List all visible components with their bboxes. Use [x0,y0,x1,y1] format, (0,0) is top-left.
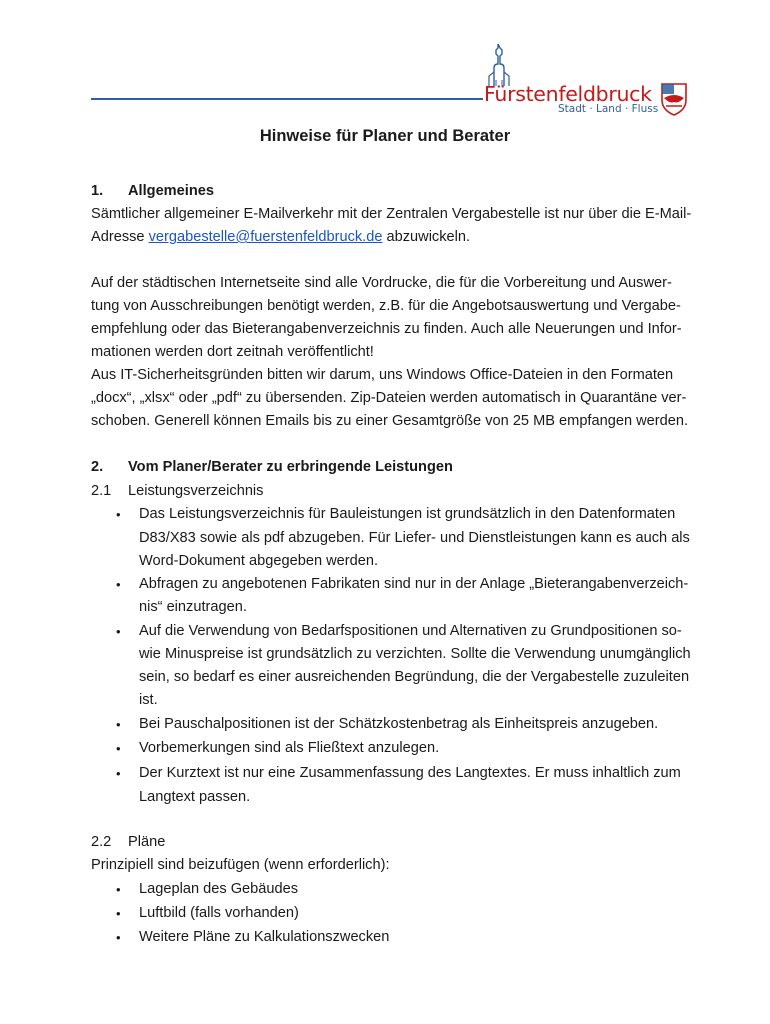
list-item-line: Langtext passen. [139,789,251,805]
header-rule [91,98,483,100]
paragraph-line: tung von Ausschreibungen benötigt werden, z.B. für die Angebotsauswertung und Vergabe- [91,298,681,314]
plan-list-item: Lageplan des Gebäudes [139,881,299,897]
list-item-line: Vorbemerkungen sind als Fließtext anzulegen. [139,740,440,756]
subsection-2-2-number: 2.2 [91,834,112,850]
paragraph-line: schoben. Generell können Emails bis zu einer Gesamtgröße von 25 MB empfangen werden. [91,413,689,429]
subsection-2-2-intro: Prinzipiell sind beizufügen (wenn erforderlich): [91,857,390,873]
subsection-2-1-number: 2.1 [91,483,112,499]
logo-tagline: Stadt · Land · Fluss [558,103,659,115]
bullet-icon: • [116,741,121,756]
section-1-number: 1. [91,183,104,199]
section-1-heading: Allgemeines [128,183,214,199]
section-2-number: 2. [91,459,104,475]
paragraph-line: Auf der städtischen Internetseite sind alle Vordrucke, die für die Vorbereitung und Auswer- [91,275,672,291]
list-item-line: nis“ einzutragen. [139,599,247,615]
paragraph-line: mationen werden dort zeitnah veröffentlicht! [91,344,374,360]
subsection-2-1-heading: Leistungsverzeichnis [128,483,264,499]
bullet-icon: • [116,624,121,639]
paragraph-line: „docx“, „xlsx“ oder „pdf“ zu übersenden. Zip-Dateien werden automatisch in Quarantäne ver- [91,390,687,406]
plan-list-item: Weitere Pläne zu Kalkulationszwecken [139,929,390,945]
email-link[interactable]: vergabestelle@fuerstenfeldbruck.de [148,229,383,245]
bullet-icon: • [116,766,121,781]
list-item-line: Das Leistungsverzeichnis für Bauleistungen ist grundsätzlich in den Datenformaten [139,506,676,522]
bullet-icon: • [116,507,121,522]
coat-of-arms-icon [660,82,688,116]
email-suffix-text: abzuwickeln. [382,229,471,245]
list-item-line: Word-Dokument abgegeben werden. [139,553,379,569]
email-prefix-text: Adresse [91,229,149,245]
bullet-icon: • [116,717,121,732]
list-item-line: Auf die Verwendung von Bedarfspositionen und Alternativen zu Grundpositionen so- [139,623,682,639]
plan-list-item: Luftbild (falls vorhanden) [139,905,299,921]
bullet-icon: • [116,906,121,921]
list-item-line: sein, so bedarf es einer ausreichenden Begründung, die der Vergabestelle zuzuleiten [139,669,690,685]
bullet-icon: • [116,882,121,897]
list-item-line: Der Kurztext ist nur eine Zusammenfassung des Langtextes. Er muss inhaltlich zum [139,765,681,781]
bullet-icon: • [116,577,121,592]
section-2-heading: Vom Planer/Berater zu erbringende Leistungen [128,459,453,475]
subsection-2-2-heading: Pläne [128,834,166,850]
logo-wordmark: Fürstenfeldbruck [484,82,652,106]
list-item-line: D83/X83 sowie als pdf abzugeben. Für Liefer- und Dienstleistungen kann es auch als [139,530,690,546]
list-item-line: Bei Pauschalpositionen ist der Schätzkostenbetrag als Einheitspreis anzugeben. [139,716,659,732]
list-item-line: wie Minuspreise ist grundsätzlich zu verzichten. Sollte die Verwendung unumgänglich [139,646,691,662]
page-title: Hinweise für Planer und Berater [259,127,511,145]
section-1-email-line [91,229,470,245]
paragraph-line: empfehlung oder das Bieterangabenverzeichnis zu finden. Auch alle Neuerungen und Infor- [91,321,682,337]
section-1-text-line: Sämtlicher allgemeiner E-Mailverkehr mit der Zentralen Vergabestelle ist nur über die E-Mail- [91,206,692,222]
city-logo [474,40,694,120]
list-item-line: ist. [139,692,158,708]
list-item-line: Abfragen zu angebotenen Fabrikaten sind nur in der Anlage „Bieterangabenverzeich- [139,576,689,592]
paragraph-line: Aus IT-Sicherheitsgründen bitten wir darum, uns Windows Office-Dateien in den Formaten [91,367,674,383]
bullet-icon: • [116,930,121,945]
